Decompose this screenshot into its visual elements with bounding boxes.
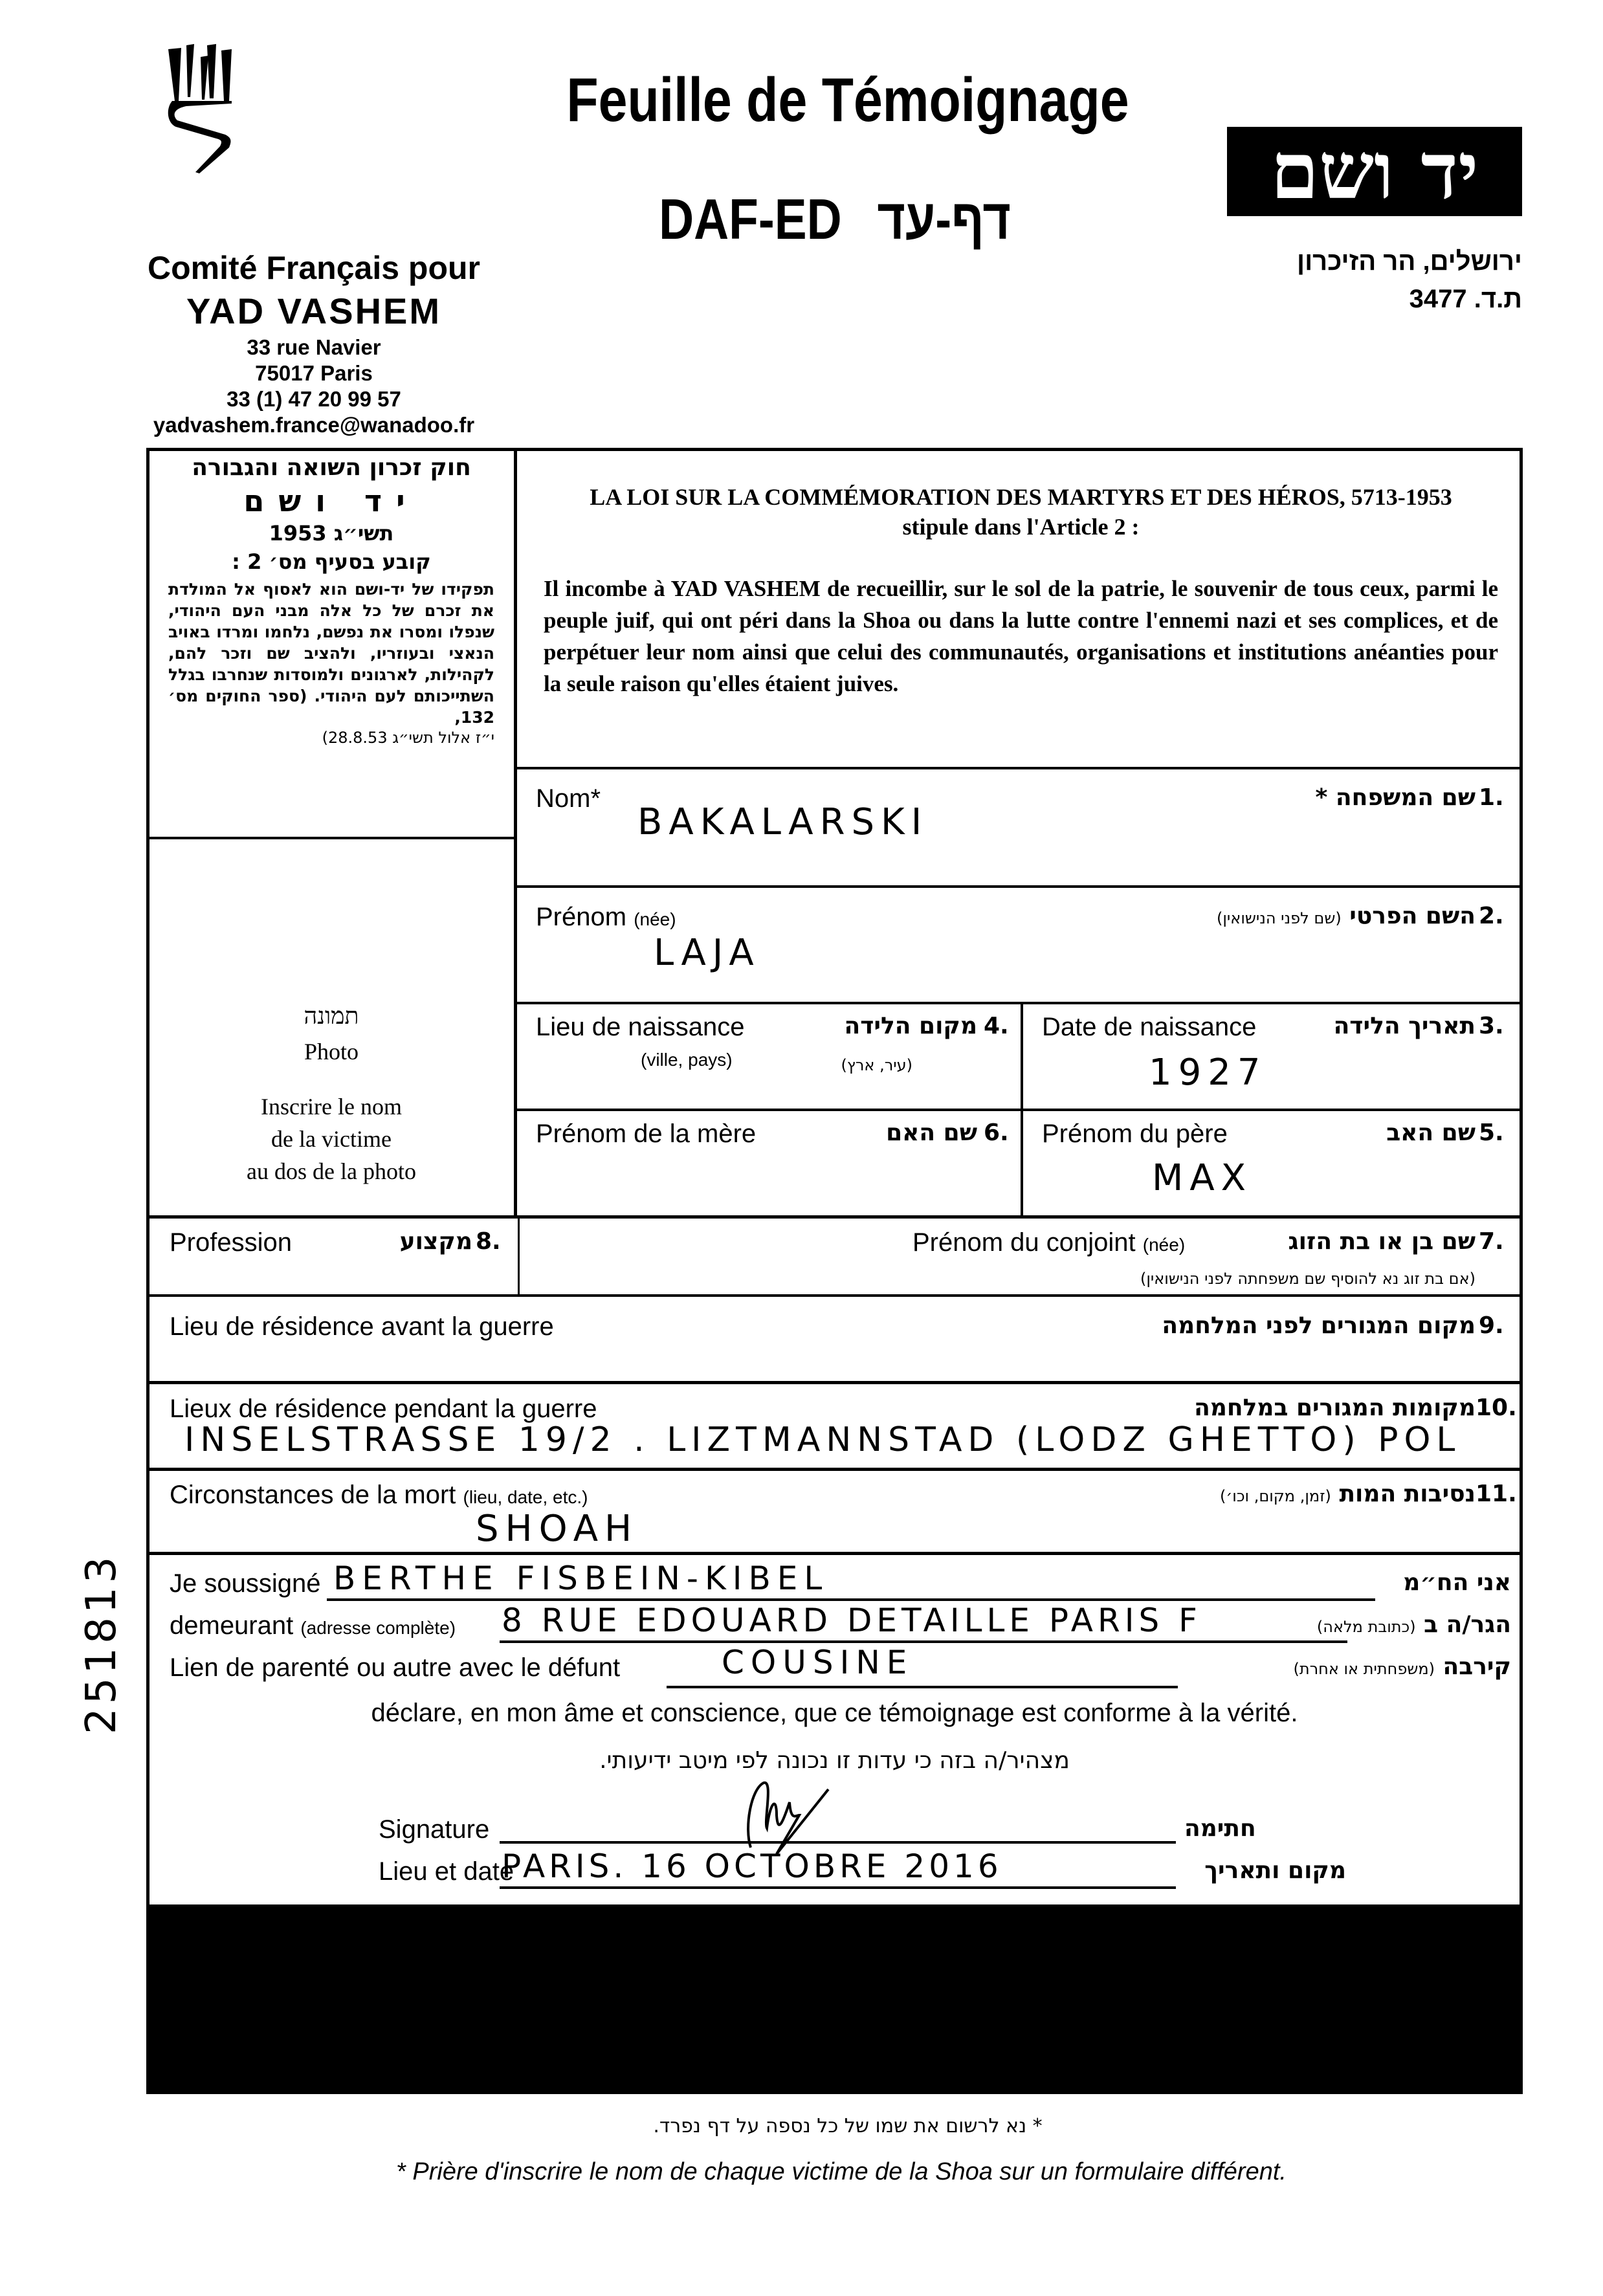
lieu-naissance-note-text: (ville, pays) [641,1050,733,1070]
divider [146,1215,1523,1219]
circonstances-label-hebrew [1100,1481,1476,1507]
circonstances-label-text: Circonstances de la mort [170,1481,456,1509]
prenom-label-note: (née) [634,909,676,929]
soussigne-label: Je soussigné [170,1569,321,1598]
demeurant-hebrew-note: (כתובת מלאה) [1316,1618,1416,1636]
french-law-body: Il incombe à YAD VASHEM de recueillir, sur le sol de la patrie, le souvenir de tous ceux, parmi le peuple juif, qui ont péri dans la Shoa ou dans la lutte contre l'ennemi nazi et ses complices, et de perpétuer leur nom ainsi que celui des communautés, organisations et institutions anéanties pour la seule raison qu'elles étaient juives. [544,576,1498,696]
lieu-naissance-label-hebrew: מקום הלידה [844,1013,977,1039]
conjoint-hebrew-note [958,1263,1476,1290]
banner-french-line2: une place et un nom...qui ne périra pas". [311,2029,1056,2076]
lieu-date-underline [500,1886,1176,1889]
hebrew-law-footer: י״ז אלול תשי״ג 28.8.53) [322,729,494,747]
circonstances-hebrew-text: נסיבות המות [1339,1481,1476,1507]
demeurant-hebrew-text: הגר/ה ב [1424,1611,1511,1638]
lien-hebrew-note: (משפחתית או אחרת) [1293,1660,1435,1678]
conjoint-label [912,1228,1185,1257]
org-email[interactable]: yadvashem.france@wanadoo.fr [153,413,475,437]
photo-label-hebrew: תמונה [304,1003,359,1029]
residence-pendant-label-hebrew: מקומות המגורים במלחמה [1194,1395,1476,1421]
hebrew-law-year: תשי״ג 1953 [269,521,394,546]
banner-quote-hebrew [246,1934,1320,1969]
divider [146,837,515,839]
org-street: 33 rue Navier [247,335,381,359]
divider [514,1002,1523,1004]
prenom-value[interactable]: LAJA [654,932,760,974]
prenom-mere-label: Prénom de la mère [536,1120,757,1148]
lieu-date-label-hebrew: מקום ותאריך [1204,1857,1346,1884]
lien-underline [667,1686,1178,1688]
page-subtitle [610,186,1061,252]
handwritten-margin-number: 251813 [78,1552,126,1734]
prenom-hebrew-text: השם הפרטי [1349,903,1476,929]
french-law-heading: LA LOI SUR LA COMMÉMORATION DES MARTYRS ET DES HÉROS, 5713-1953 [590,484,1452,510]
conjoint-label-hebrew: שם בן או בת הזוג [1288,1228,1476,1255]
divider [514,448,517,1217]
lieu-naissance-label: Lieu de naissance [536,1013,745,1041]
org-city: 75017 Paris [255,361,373,385]
prenom-label-text: Prénom [536,903,627,931]
residence-pendant-value[interactable]: INSELSTRASSE 19/2 . LIZTMANNSTAD (LODZ GHETTO) POL [184,1420,1461,1459]
soussigne-underline [327,1598,1375,1601]
french-law-title [521,482,1521,542]
footnote-french: * Prière d'inscrire le nom de chaque victime de la Shoa sur un formulaire différent. [396,2158,1287,2185]
prenom-hebrew-note: (שם לפני הנישואין) [1217,909,1342,927]
date-naissance-number: 3. [1479,1013,1504,1039]
profession-label-hebrew: מקצוע [399,1228,472,1255]
hebrew-law-article: קובע בסעיף מס׳ 2 : [232,549,431,574]
french-law-subheading: stipule dans l'Article 2 : [902,514,1140,540]
banner-quote-french [311,1979,1411,2086]
hebrew-law-yad-vashem: יד ושם [243,483,419,518]
lieu-naissance-note [641,1043,733,1072]
residence-pendant-label: Lieux de résidence pendant la guerre [170,1395,597,1423]
nom-label-hebrew: שם המשפחה * [1315,784,1476,811]
banner-french-ref: Esaïe, LVI, 5 [1065,2051,1170,2071]
divider [514,767,1523,769]
residence-pendant-number: 10. [1476,1395,1517,1421]
photo-instruction-2: de la victime [271,1126,392,1152]
circonstances-label-note: (lieu, date, etc.) [463,1487,588,1507]
divider [514,1109,1523,1111]
hebrew-law-title: חוק זכרון השואה והגבורה [192,454,471,481]
nom-label: Nom* [536,784,601,813]
demeurant-value[interactable]: 8 RUE EDOUARD DETAILLE PARIS F [502,1602,1202,1639]
soussigne-value[interactable]: BERTHE FISBEIN-KIBEL [333,1560,829,1597]
banner-hebrew-text: ״...ונתתי להם בביתי ובחומותי יד ושם...אשר לא יכרת״. [554,1934,1320,1969]
subtitle-hebrew: דף-עד [877,187,1011,251]
divider [1021,1002,1023,1217]
divider [518,1215,520,1296]
demeurant-label [170,1611,456,1640]
circonstances-label [170,1481,588,1510]
divider [146,1381,1523,1384]
prenom-pere-value[interactable]: MAX [1152,1157,1252,1199]
date-naissance-label-hebrew: תאריך הלידה [1333,1013,1476,1039]
demeurant-label-hebrew [1288,1611,1511,1638]
prenom-pere-number: 5. [1479,1120,1504,1146]
yad-vashem-hebrew-logo: יד ושם [1227,127,1522,216]
prenom-pere-label: Prénom du père [1042,1120,1228,1148]
signature-label-hebrew: חתימה [1184,1815,1256,1842]
banner-french-line1: "...je leur donnerai dans ma maison et dans mes murs [311,1980,1306,2027]
lien-value[interactable]: COUSINE [722,1644,914,1681]
lien-hebrew-text: קירבה [1443,1653,1511,1680]
date-naissance-value[interactable]: 1927 [1149,1052,1267,1094]
lieu-date-label: Lieu et date [379,1857,514,1886]
prenom-mere-number: 6. [984,1120,1009,1146]
prenom-pere-label-hebrew: שם האב [1386,1120,1476,1146]
residence-avant-label-hebrew: מקום המגורים לפני המלחמה [1162,1312,1476,1339]
conjoint-label-note: (née) [1142,1235,1186,1255]
circonstances-value[interactable]: SHOAH [476,1508,639,1550]
subtitle-latin: DAF-ED [659,187,842,251]
conjoint-number: 7. [1479,1228,1504,1255]
nom-value[interactable]: BAKALARSKI [637,801,929,843]
hebrew-law-body: תפקידו של יד-ושם הוא לאסוף אל המולדת את זכרם של כל אלה מבני העם היהודי, שנפלו ומסרו את נפשם, נלחמו ומרדו באויב הנאצי ובעוזריו, ולהציב שם וזכר להם, לקהילות, לארגונים ולמוסדות שנחרבו בגלל השתייכותם לעם היהודי. (ספר החוקים מס׳ 132, [168,580,494,727]
banner-hebrew-ref: ישעיהו נו, ה [463,1949,535,1965]
prenom-label [536,903,676,932]
divider [146,1468,1523,1471]
hebrew-location: ירושלים, הר הזיכרון [1297,247,1522,276]
signature-label: Signature [379,1815,490,1844]
hebrew-po-box: ת.ד. 3477 [1409,285,1522,313]
divider [146,1552,1523,1555]
lieu-naissance-number: 4. [984,1013,1009,1039]
prenom-label-hebrew [1035,903,1476,929]
circonstances-number: 11. [1476,1481,1517,1507]
org-yad-vashem: YAD VASHEM [186,291,442,331]
lieu-naissance-hebrew-note-text: (עיר, ארץ) [841,1056,912,1074]
lien-label: Lien de parenté ou autre avec le défunt [170,1653,621,1682]
demeurant-label-text: demeurant [170,1611,294,1640]
conjoint-hebrew-note-text: (אם בת זוג נא להוסיף שם משפחתה לפני הנישואין) [1140,1270,1476,1288]
page-title: Feuille de Témoignage [566,65,1129,135]
org-phone: 33 (1) 47 20 99 57 [227,387,401,411]
prenom-mere-label-hebrew: שם האם [886,1120,977,1146]
demeurant-label-note: (adresse complète) [300,1618,456,1638]
photo-instruction-3: au dos de la photo [247,1158,416,1184]
org-name: Comité Français pour [148,250,480,286]
date-naissance-label: Date de naissance [1042,1013,1257,1041]
declaration-hebrew: מצהיר/ה בזה כי עדות זו נכונה לפי מיטב ידיעותי. [599,1747,1070,1774]
nom-number: 1. [1479,784,1504,811]
photo-label: Photo [304,1039,359,1065]
lieu-naissance-hebrew-note [796,1050,912,1076]
photo-instruction-1: Inscrire le nom [261,1094,402,1120]
profession-label: Profession [170,1228,292,1257]
profession-number: 8. [476,1228,501,1255]
demeurant-underline [500,1640,1347,1643]
footnote-hebrew: * נא לרשום את שמו של כל נספה על דף נפרד. [653,2115,1043,2137]
prenom-number: 2. [1479,903,1504,929]
conjoint-label-text: Prénom du conjoint [912,1228,1136,1257]
lien-label-hebrew [1184,1653,1511,1680]
soussigne-label-hebrew: אני הח״מ [1403,1569,1511,1596]
menorah-hand-icon [167,44,245,177]
residence-avant-label: Lieu de résidence avant la guerre [170,1312,554,1341]
hebrew-law-box [150,453,513,747]
residence-avant-number: 9. [1479,1312,1504,1339]
divider [514,885,1523,888]
lieu-date-value[interactable]: PARIS. 16 OCTOBRE 2016 [502,1848,1002,1885]
declaration-french: déclare, en mon âme et conscience, que ce témoignage est conforme à la vérité. [371,1699,1298,1727]
circonstances-hebrew-note: (זמן, מקום, וכו׳) [1219,1487,1331,1505]
divider [146,1294,1523,1297]
